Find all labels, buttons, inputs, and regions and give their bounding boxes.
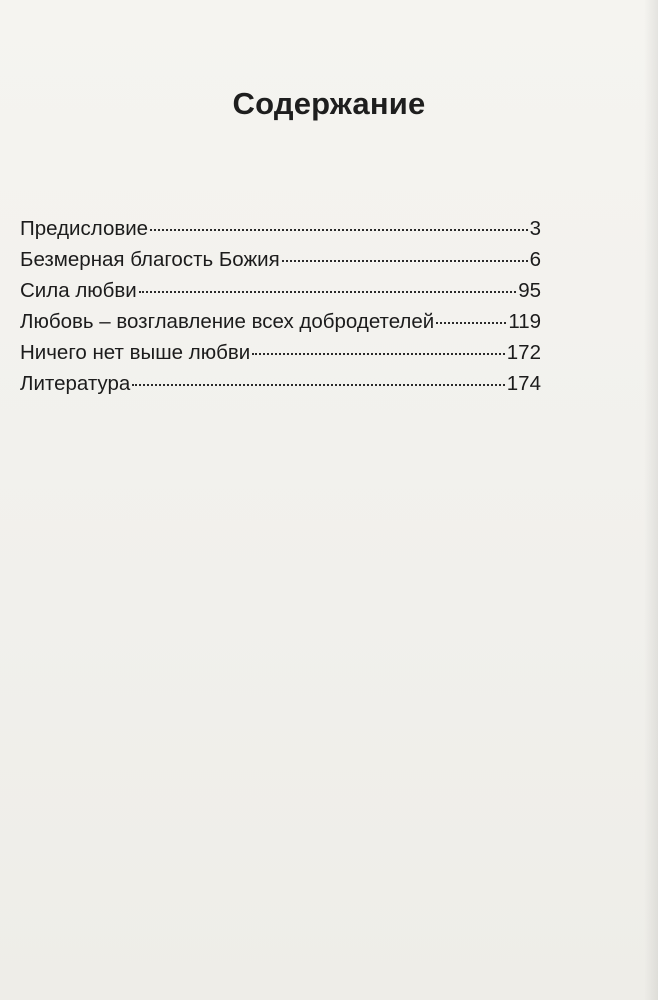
toc-entry-nothing-above-love: [20, 341, 541, 372]
toc-entry-label: Любовь – возглавление всех добродетелей: [20, 310, 435, 333]
dot-leader: [139, 291, 516, 293]
toc-entry-page: 95: [518, 279, 541, 302]
toc-entry-literature: [20, 372, 541, 403]
dot-leader: [150, 229, 528, 231]
toc-entry-page: 6: [529, 248, 541, 271]
page-title: Содержание: [232, 86, 426, 121]
dot-leader: [436, 322, 506, 324]
toc-entry-label: Литература: [20, 372, 131, 395]
dot-leader: [282, 260, 528, 262]
toc-entry-preface: [20, 217, 541, 248]
dot-leader: [132, 384, 505, 386]
toc-entry-power-of-love: [20, 279, 541, 310]
dot-leader: [252, 353, 505, 355]
toc-entry-label: Ничего нет выше любви: [20, 341, 251, 364]
toc-entry-label: Безмерная благость Божия: [20, 248, 280, 271]
toc-entry-label: Сила любви: [20, 279, 137, 302]
toc-entry-page: 172: [506, 341, 541, 364]
table-of-contents: [20, 217, 541, 403]
toc-entry-label: Предисловие: [20, 217, 149, 240]
toc-entry-boundless-goodness: [20, 248, 541, 279]
page-edge-shadow: [644, 0, 658, 1000]
toc-entry-page: 119: [508, 310, 541, 333]
toc-entry-page: 3: [529, 217, 541, 240]
toc-entry-page: 174: [506, 372, 541, 395]
toc-entry-love-head-of-virtues: [20, 310, 541, 341]
